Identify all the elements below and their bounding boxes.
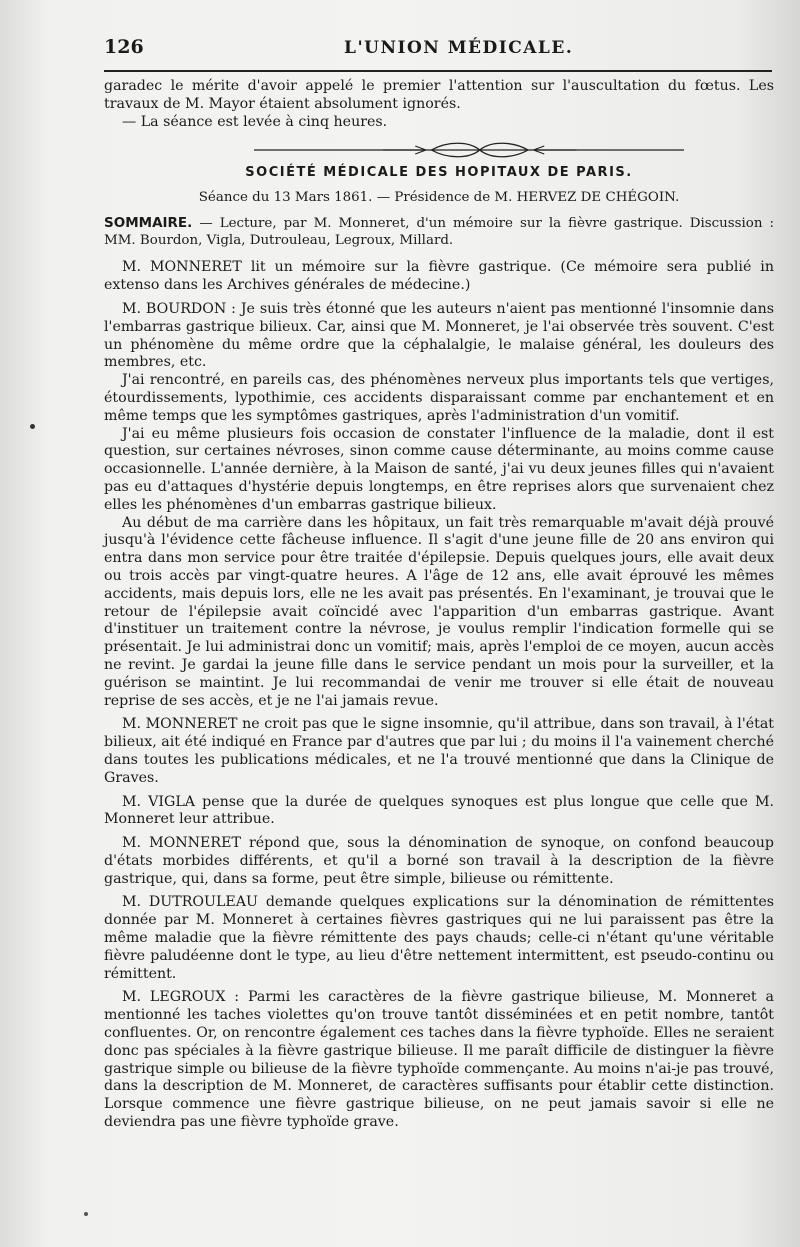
summary-label: SOMMAIRE. — [104, 215, 193, 232]
speaker: M. MONNERET — [122, 835, 241, 852]
paragraph-text: ne croit pas que le signe insomnie, qu'il attribue, dans son travail, à l'état bilieux, ait été indiqué en France par d'autres que par lui ; du moins il l'a vainement cherché dans toutes les publications médicales, et ne l'a trouvé mentionné que dans la Clinique de Graves. — [104, 716, 775, 786]
speaker: M. BOURDON : — [122, 300, 236, 317]
paragraph-text: demande quelques explications sur la dénomination de rémittentes donnée par M. Monneret à certaines fièvres gastriques qui ne lui paraissent pas être la même maladie que la fièvre rémittente des pays chauds; celle-ci n'étant qu'une véritable fièvre paludéenne dont le type, au lieu d'être nettement intermittent, est pseudo-continu ou rémittent. — [104, 894, 774, 982]
paragraph-text: pense que la durée de quelques synoques est plus longue que celle que M. Monneret leur attribue. — [104, 793, 774, 828]
paragraph-text: J'ai eu même plusieurs fois occasion de constater l'influence de la maladie, dont il est question, sur certaines névroses, sinon comme cause déterminante, au moins comme cause occasionnelle. L'année dernière, à la Maison de santé, j'ai vu deux jeunes filles qui n'avaient pas eu d'attaques d'hystérie depuis longtemps, en être reprises alors que survenaient chez elles les phénomènes d'un embarras gastrique bilieux. — [104, 425, 774, 513]
margin-dot — [30, 424, 35, 429]
paragraph-text: Parmi les caractères de la fièvre gastrique bilieuse, M. Monneret a mentionné les taches violettes qu'on trouve tantôt disséminées et en petit nombre, tantôt confluentes. Or, on rencontre également ces taches dans la fièvre typhoïde. Elles ne seraient donc pas spéciales à la fièvre gastrique bilieuse. Il me paraît difficile de distinguer la fièvre gastrique simple ou bilieuse de la fièvre typhoïde commençante. Au moins n'ai-je pas trouvé, dans la description de M. Monneret, de caractères suffisants pour établir cette distinction. Lorsque commence une fièvre gastrique bilieuse, on ne peut jamais savoir si elle ne deviendra pas une fièvre typhoïde grave. — [104, 989, 774, 1131]
seance-line: Séance du 13 Mars 1861. — Présidence de M. HERVEZ DE CHÉGOIN. — [198, 190, 680, 206]
summary-text: — Lecture, par M. Monneret, d'un mémoire sur la fièvre gastrique. Discussion : MM. Bourdon, Vigla, Dutrouleau, Legroux, Millard. — [104, 216, 774, 249]
page-header — [104, 36, 772, 72]
paragraph-bourdon-2 — [104, 372, 774, 425]
running-title: L'UNION MÉDICALE. — [344, 38, 574, 58]
paragraph-bourdon-3 — [104, 426, 774, 515]
paragraph-legroux — [104, 989, 774, 1131]
paragraph-text: Je suis très étonné que les auteurs n'aient pas mentionné l'insomnie dans l'embarras gastrique bilieux. Car, ainsi que M. Monneret, je l'ai observée très souvent. C'est un phénomène du même ordre que la céphalalgie, le malaise général, les douleurs des membres, etc. — [104, 300, 775, 371]
paragraph-text: Au début de ma carrière dans les hôpitaux, un fait très remarquable m'avait déjà prouvé jusqu'à l'évidence cette fâcheuse influence. Il s'agit d'une jeune fille de 20 ans environ qui entra dans mon service pour être traitée d'épilepsie. Depuis quelques jours, elle avait deux ou trois accès par vingt-quatre heures. A l'âge de 12 ans, elle avait éprouvé les mêmes accidents, mais depuis lors, elle ne les avait pas présentés. En l'examinant, je trouvai que le retour de l'épilepsie avait coïncidé avec l'apparition d'un embarras gastrique. Avant d'instituer un traitement contre la névrose, je voulus remplir l'indication formelle qui se présentait. Je lui administrai donc un vomitif; mais, après l'emploi de ce moyen, aucun accès ne revint. Je gardai la jeune fille dans le service pendant un mois pour la surveiller, et la guérison se maintint. Je lui recommandai de venir me trouver si elle était de nouveau reprise de ses accès, et je ne l'ai jamais revue. — [104, 514, 774, 709]
page-number: 126 — [104, 36, 144, 58]
margin-dot — [84, 1212, 88, 1216]
speaker: M. VIGLA — [122, 793, 195, 810]
speaker: M. LEGROUX : — [122, 989, 240, 1006]
speaker: M. DUTROULEAU — [122, 894, 258, 911]
paragraph-text: J'ai rencontré, en pareils cas, des phénomènes nerveux plus importants tels que vertiges, étourdissements, lypothimie, ces accidents disparaissant comme par enchantement et en même temps que les symptômes gastriques, après l'administration d'un vomitif. — [104, 372, 774, 424]
section-title: SOCIÉTÉ MÉDICALE DES HOPITAUX DE PARIS. — [245, 165, 633, 181]
summary — [104, 215, 774, 249]
paragraph-bourdon-4 — [104, 515, 774, 711]
intro-block — [104, 78, 774, 131]
ornamental-divider — [254, 139, 684, 159]
divider-ornament-icon — [254, 139, 684, 159]
paragraph-monneret-1 — [104, 259, 774, 295]
discussion-body — [104, 259, 774, 1131]
paragraph-vigla — [104, 794, 774, 830]
intro-paragraph: garadec le mérite d'avoir appelé le premier l'attention sur l'auscultation du fœtus. Les travaux de M. Mayor étaient absolument ignorés. — [104, 78, 774, 112]
paragraph-text: lit un mémoire sur la fièvre gastrique. (Ce mémoire sera publié in extenso dans les Archives générales de médecine.) — [104, 259, 774, 294]
session-closed-line: — La séance est levée à cinq heures. — [122, 113, 388, 130]
paragraph-dutrouleau — [104, 894, 774, 983]
speaker: M. MONNERET — [122, 259, 242, 276]
paragraph-monneret-2 — [104, 716, 774, 787]
speaker: M. MONNERET — [122, 716, 238, 733]
paragraph-monneret-3 — [104, 835, 774, 888]
paragraph-bourdon — [104, 301, 774, 372]
paragraph-text: répond que, sous la dénomination de synoque, on confond beaucoup d'états morbides différents, et qu'il a borné son travail à la description de la fièvre gastrique, qui, dans sa forme, peut être simple, bilieuse ou rémittente. — [104, 835, 774, 887]
